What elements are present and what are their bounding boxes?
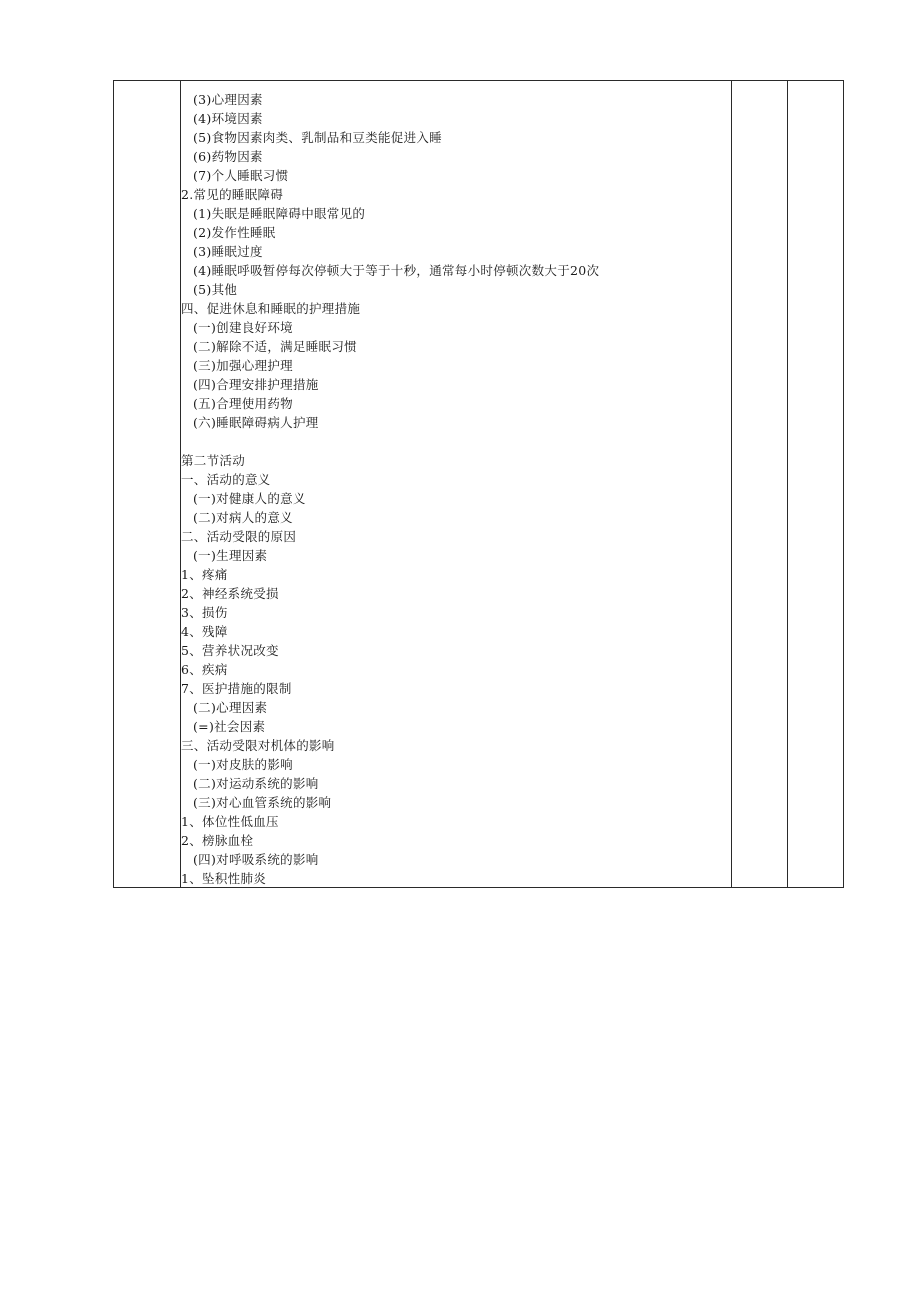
outline-line: (3)心理因素 [193, 92, 263, 107]
outline-line: 1、坠积性肺炎 [181, 871, 267, 886]
outline-line: 1、体位性低血压 [181, 814, 279, 829]
outline-line: 第二节活动 [181, 453, 246, 468]
table-cell-right-2 [788, 81, 843, 887]
outline-line: 2、榜脉血栓 [181, 833, 254, 848]
outline-line: (五)合理使用药物 [193, 396, 293, 411]
outline-line: (7)个人睡眠习惯 [193, 168, 289, 183]
table-cell-content [181, 81, 732, 887]
table-cell-right-1 [732, 81, 788, 887]
outline-line: (二)解除不适，满足睡眠习惯 [193, 339, 357, 354]
outline-line: (三)对心血管系统的影响 [193, 795, 332, 810]
outline-line: 7、医护措施的限制 [181, 681, 292, 696]
outline-line: (一)对皮肤的影响 [193, 757, 293, 772]
outline-line: (一)对健康人的意义 [193, 491, 306, 506]
outline-line: 四、促进休息和睡眠的护理措施 [181, 301, 361, 316]
outline-line: 3、损伤 [181, 605, 228, 620]
outline-line: (1)失眠是睡眠障碍中眼常见的 [193, 206, 366, 221]
outline-line: (二)心理因素 [193, 700, 268, 715]
outline-line: (四)对呼吸系统的影响 [193, 852, 319, 867]
outline-line: (二)对运动系统的影响 [193, 776, 319, 791]
outline-line: 2.常见的睡眠障碍 [181, 187, 284, 202]
outline-line: (5)食物因素肉类、乳制品和豆类能促进入睡 [193, 130, 443, 145]
outline-line: 4、残障 [181, 624, 228, 639]
outline-line: (4)睡眠呼吸暂停每次停顿大于等于十秒，通常每小时停顿次数大于20次 [193, 263, 600, 278]
table-cell-left [114, 81, 181, 887]
outline-line: (5)其他 [193, 282, 238, 297]
outline-text [181, 90, 731, 888]
outline-line: (6)药物因素 [193, 149, 263, 164]
outline-line: 二、活动受限的原因 [181, 529, 297, 544]
outline-line: (2)发作性睡眠 [193, 225, 276, 240]
content-table [113, 80, 844, 888]
outline-line: (=)社会因素 [193, 719, 266, 734]
outline-line: 一、活动的意义 [181, 472, 271, 487]
outline-line: (六)睡眠障碍病人护理 [193, 415, 319, 430]
outline-line: (4)环境因素 [193, 111, 263, 126]
outline-line: (三)加强心理护理 [193, 358, 293, 373]
outline-line: (一)创建良好环境 [193, 320, 293, 335]
outline-line: 6、疾病 [181, 662, 228, 677]
outline-line: 1、疼痛 [181, 567, 228, 582]
outline-line: (3)睡眠过度 [193, 244, 263, 259]
blank-line [181, 432, 731, 451]
outline-line: (四)合理安排护理措施 [193, 377, 319, 392]
outline-line: (二)对病人的意义 [193, 510, 293, 525]
outline-line: 三、活动受限对机体的影响 [181, 738, 335, 753]
outline-line: 5、营养状况改变 [181, 643, 279, 658]
outline-line: (一)生理因素 [193, 548, 268, 563]
outline-line: 2、神经系统受损 [181, 586, 279, 601]
